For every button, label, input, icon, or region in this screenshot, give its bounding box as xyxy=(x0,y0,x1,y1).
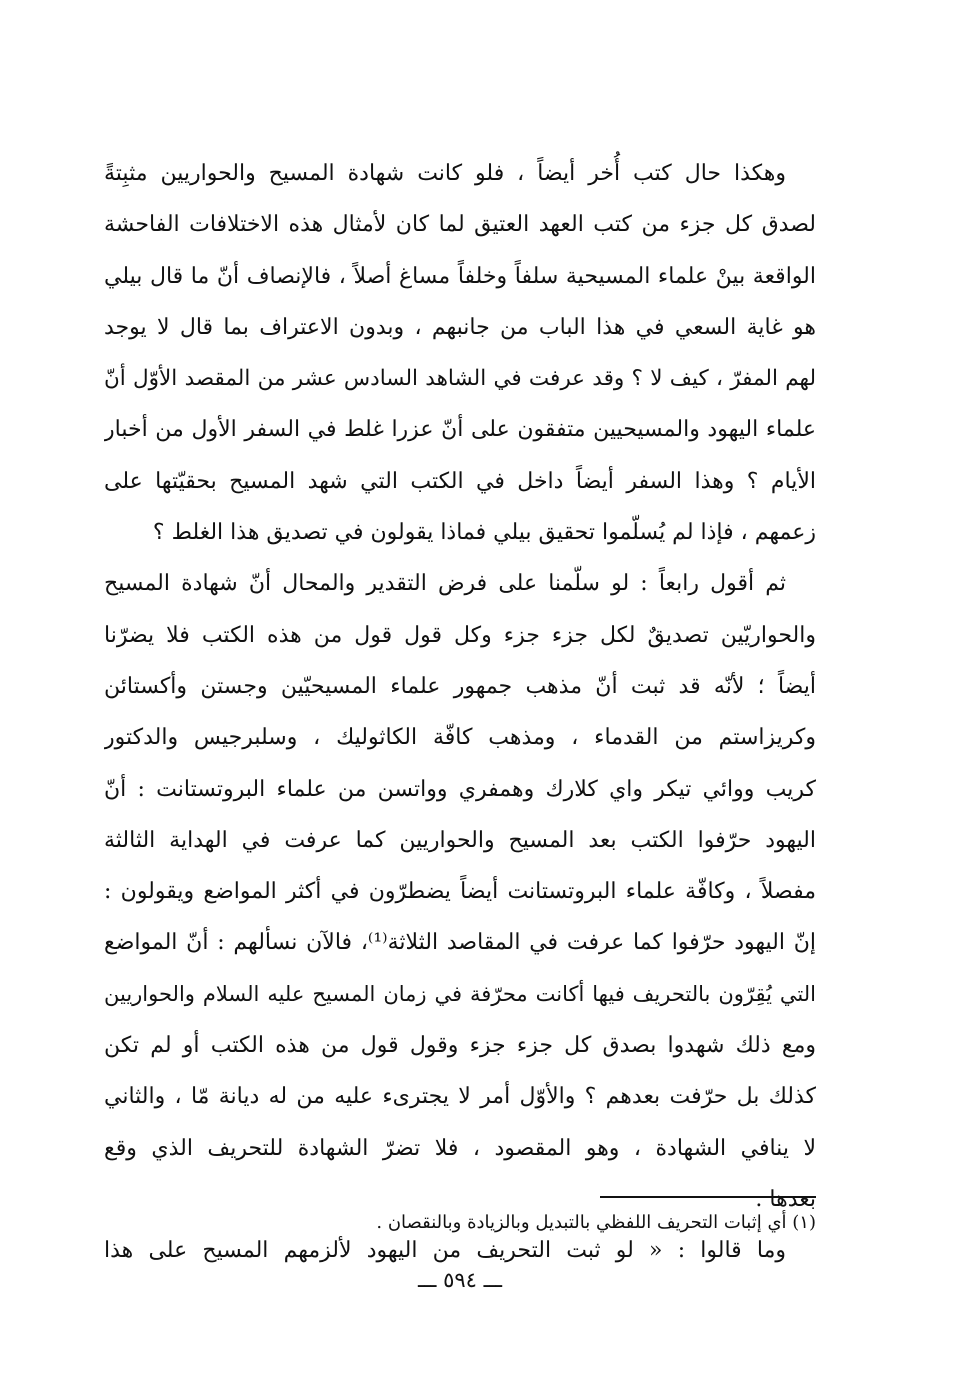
text-line: التي يُقِرّون بالتحريف فيها أكانت محرّفة في زمان المسيح عليه السلام والحواريين xyxy=(104,981,816,1006)
text-line: لهم المفرّ ، كيف لا ؟ وقد عرفت في الشاهد السادس عشر من المقصد الأوّل أنّ xyxy=(104,366,816,392)
text-line: الأيام ؟ وهذا السفر أيضاً داخل في الكتب التي شهد المسيح بحقيّتها على xyxy=(104,468,816,494)
page-number: ـــ ٥٩٤ ـــ xyxy=(417,1268,503,1292)
text-line: وكريزاستم من القدماء ، ومذهب كافّة الكاثوليك ، وسلبرجيس والدكتور xyxy=(104,725,816,751)
text-line: بعدها . xyxy=(755,1186,816,1212)
text-line: زعمهم ، فإذا لم يُسلّموا تحقيق بيلي فماذا يقولون في تصديق هذا الغلط ؟ xyxy=(152,520,816,546)
text-line: لصدق كل جزء من كتب العهد العتيق لما كان لأمثال هذه الاختلافات الفاحشة xyxy=(104,212,816,238)
text-line: اليهود حرّفوا الكتب بعد المسيح والحواريين كما عرفت في الهداية الثالثة xyxy=(104,827,816,853)
text-line: هو غاية السعي في هذا الباب من جانبهم ، وبدون الاعتراف بما قال لا يوجد xyxy=(104,314,816,340)
text-line: لا ينافي الشهادة ، وهو المقصود ، فلا تضرّ الشهادة للتحريف الذي وقع xyxy=(104,1135,816,1161)
text-line: مفصلاً ، وكافّة علماء البروتستانت أيضاً يضطرّون في أكثر المواضع ويقولون : xyxy=(104,879,816,905)
text-line: وهكذا حال كتب أُخر أيضاً ، فلو كانت شهادة المسيح والحواريين مثبِتةً xyxy=(104,161,786,186)
text-line: أيضاً ؛ لأنّه قد ثبت أنّ مذهب جمهور علماء المسيحيّين وجستن وأكستائن xyxy=(104,673,816,699)
text-line: الواقعة بينْ علماء المسيحية سلفاً وخلفاً مساغ أصلاً ، فالإنصاف أنّ ما قال بيلي xyxy=(104,263,816,289)
text-line: كريب ووائي تيكر واي كلارك وهمفري وواتسن من علماء البروتستانت : أنّ xyxy=(104,776,816,802)
body-text xyxy=(104,148,816,1277)
text-line: كذلك بل حرّفت بعدهم ؟ والأوّل أمر لا يجترىء عليه من له ديانة مّا ، والثاني xyxy=(104,1084,816,1110)
text-line: ثم أقول رابعاً : لو سلّمنا على فرض التقدير والمحال أنّ شهادة المسيح xyxy=(104,571,786,597)
text-line: علماء اليهود والمسيحيين متفقون على أنّ عزرا غلط في السفر الأول من أخبار xyxy=(104,417,816,443)
footnote: (١) أي إثبات التحريف اللفظي بالتبديل وبالزيادة وبالنقصان . xyxy=(376,1212,816,1233)
text-line: والحواريّين تصديقٌ لكل جزء جزء وكل قول قول من هذه الكتب فلا يضرّنا xyxy=(104,622,816,648)
text-line: ومع ذلك شهدوا بصدق كل جزء جزء وقول قول من هذه الكتب أو لم تكن xyxy=(104,1033,816,1059)
text-line: إنّ اليهود حرّفوا كما عرفت في المقاصد الثلاثة⁽¹⁾، فالآن نسألهم : أنّ المواضع xyxy=(104,930,816,956)
footnote-divider xyxy=(600,1196,816,1198)
text-line: وما قالوا : « لو ثبت التحريف من اليهود لألزمهم المسيح على هذا xyxy=(104,1238,786,1264)
